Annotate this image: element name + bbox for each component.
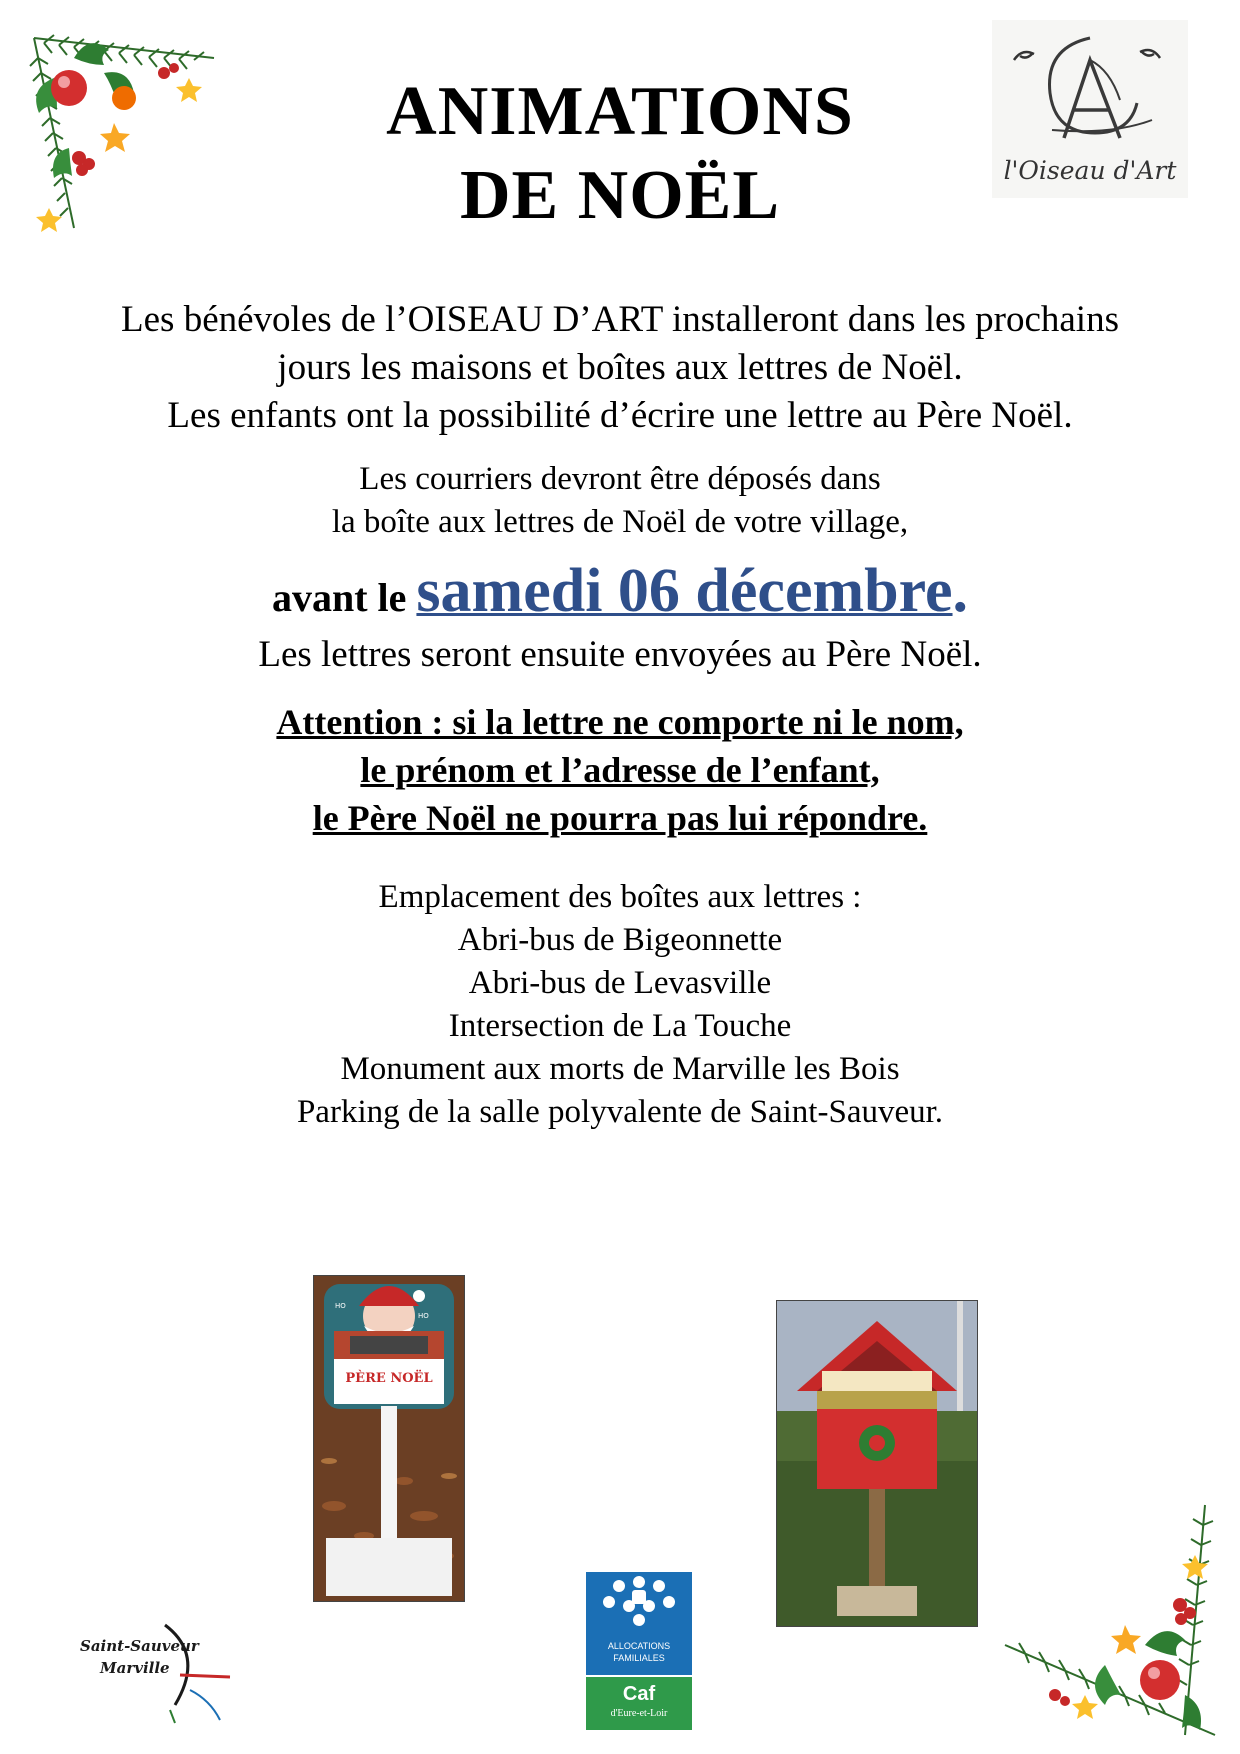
intro-line: Les bénévoles de l’OISEAU D’ART installeront dans les prochains: [121, 299, 1119, 340]
logo-saint-sauveur-line1: Saint-Sauveur: [80, 1637, 199, 1655]
location-item: Abri-bus de Bigeonnette: [457, 922, 783, 958]
location-item: Monument aux morts de Marville les Bois: [340, 1051, 900, 1087]
ho-label: HO: [335, 1302, 346, 1310]
deposit-line: Les courriers devront être déposés dans: [359, 461, 881, 497]
logo-saint-sauveur-marville: [70, 1615, 240, 1725]
deposit-line: la boîte aux lettres de Noël de votre village,: [331, 504, 909, 540]
warning-line: Attention : si la lettre ne comporte ni le nom,: [276, 702, 964, 742]
location-item: Parking de la salle polyvalente de Saint-Sauveur.: [296, 1094, 944, 1130]
title-line-2: DE NOËL: [459, 157, 781, 234]
holly-decoration-top-left: [14, 18, 234, 238]
logo-caf: [586, 1572, 692, 1730]
caf-blue-block: [586, 1572, 692, 1675]
deadline-prefix: avant le: [271, 575, 417, 620]
pere-noel-sign: PÈRE NOËL: [345, 1371, 433, 1386]
intro-line: Les enfants ont la possibilité d’écrire une lettre au Père Noël.: [167, 395, 1073, 436]
intro-paragraph: [0, 296, 1240, 440]
warning-paragraph: [200, 698, 1040, 842]
caf-region: d'Eure-et-Loir: [610, 1708, 668, 1719]
logo-saint-sauveur-line2: Marville: [100, 1659, 170, 1677]
caf-line1: ALLOCATIONS: [607, 1641, 671, 1651]
deposit-paragraph: [0, 458, 1240, 544]
deadline-suffix: .: [952, 557, 969, 625]
location-item: Intersection de La Touche: [448, 1008, 792, 1044]
caf-line2: FAMILIALES: [613, 1653, 665, 1663]
caf-brand: Caf: [622, 1683, 656, 1705]
ho-label: HO: [418, 1312, 429, 1320]
title-line-1: ANIMATIONS: [386, 73, 854, 150]
holly-decoration-bottom-right: [995, 1495, 1230, 1745]
intro-line: jours les maisons et boîtes aux lettres de Noël.: [277, 347, 963, 388]
page-title: [250, 70, 990, 238]
deadline: [0, 556, 1240, 633]
warning-line: le prénom et l’adresse de l’enfant,: [360, 750, 880, 790]
photo-mailbox-house: [776, 1300, 978, 1627]
warning-line: le Père Noël ne pourra pas lui répondre.: [312, 798, 928, 838]
caf-family-icon: [586, 1572, 692, 1632]
locations-heading: Emplacement des boîtes aux lettres :: [378, 879, 862, 915]
locations-list: [0, 876, 1240, 1134]
photo-mailbox-santa: [313, 1275, 465, 1602]
deadline-date: samedi 06 décembre: [416, 557, 953, 625]
logo-oiseau-name: l'Oiseau d'Art: [1003, 156, 1177, 185]
after-text: Les lettres seront ensuite envoyées au Père Noël.: [258, 634, 982, 675]
logo-oiseau-dart: [992, 20, 1188, 198]
location-item: Abri-bus de Levasville: [468, 965, 772, 1001]
caf-green-block: [586, 1677, 692, 1730]
